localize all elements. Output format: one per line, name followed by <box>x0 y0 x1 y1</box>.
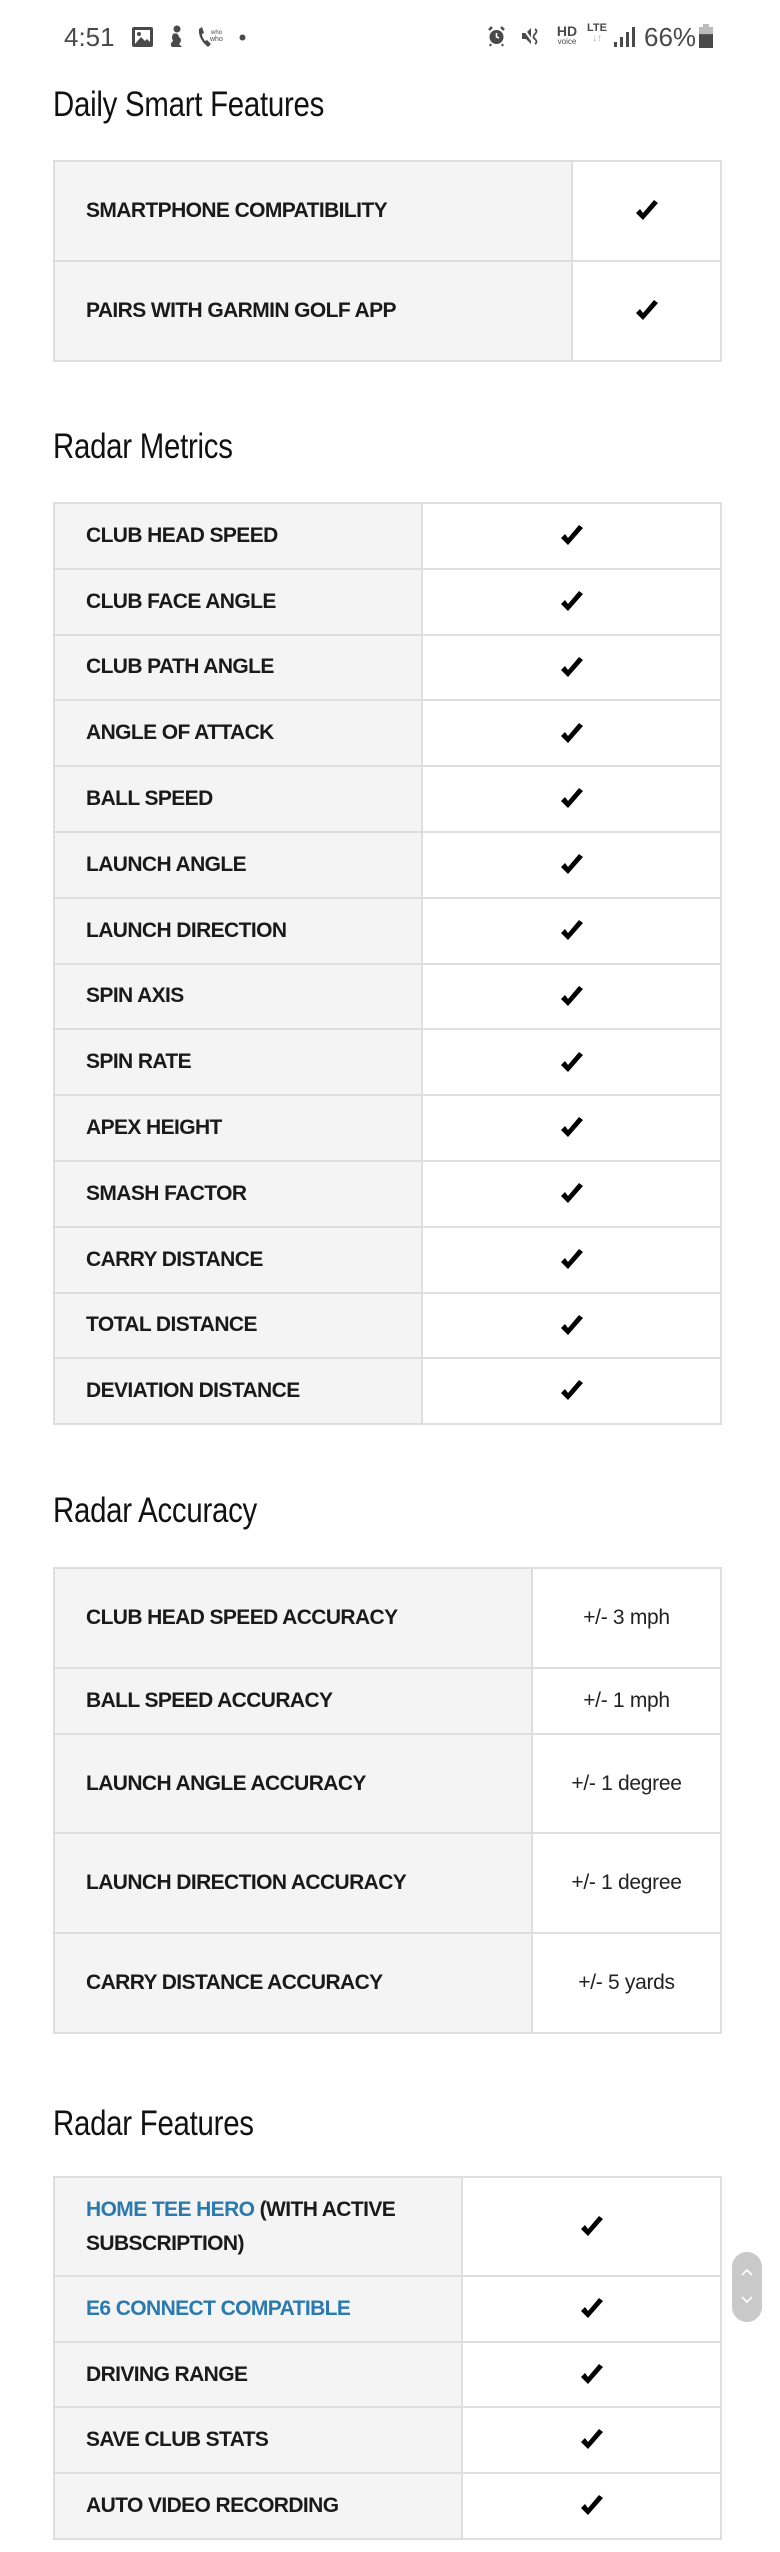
row-value <box>422 635 721 701</box>
row-label <box>54 2177 462 2276</box>
row-value <box>462 2407 721 2473</box>
lte-label: LTE <box>587 22 607 34</box>
table-row <box>54 503 721 569</box>
table-row <box>54 2276 721 2342</box>
scroll-widget[interactable] <box>732 2252 762 2322</box>
check-icon <box>559 985 585 1009</box>
row-label: CLUB FACE ANGLE <box>54 569 422 635</box>
row-label: SMASH FACTOR <box>54 1161 422 1227</box>
check-icon <box>579 2494 605 2518</box>
table-row <box>54 766 721 832</box>
row-label: LAUNCH DIRECTION <box>54 898 422 964</box>
row-value <box>572 261 721 361</box>
table-row <box>54 964 721 1030</box>
table-row <box>54 1227 721 1293</box>
row-value: +/- 1 degree <box>532 1734 721 1833</box>
table-row <box>54 1293 721 1359</box>
mute-icon <box>521 25 541 47</box>
check-icon <box>559 722 585 746</box>
row-label: APEX HEIGHT <box>54 1095 422 1161</box>
row-label: SAVE CLUB STATS <box>54 2407 462 2473</box>
row-value <box>422 832 721 898</box>
section-title-daily-smart-features: Daily Smart Features <box>53 85 325 124</box>
row-label: CARRY DISTANCE <box>54 1227 422 1293</box>
row-label: SPIN AXIS <box>54 964 422 1030</box>
check-icon <box>559 853 585 877</box>
signal-icon <box>614 27 636 47</box>
status-time: 4:51 <box>64 21 115 52</box>
row-label: LAUNCH ANGLE ACCURACY <box>54 1734 532 1833</box>
dot-icon <box>239 34 246 41</box>
row-value <box>462 2276 721 2342</box>
row-value <box>422 1227 721 1293</box>
row-value <box>422 766 721 832</box>
check-icon <box>559 1314 585 1338</box>
check-icon <box>559 1116 585 1140</box>
row-label-text: (WITH ACTIVE SUBSCRIPTION) <box>86 2197 396 2255</box>
home-tee-hero-link[interactable]: HOME TEE HERO <box>86 2197 255 2221</box>
daily-smart-features-table <box>53 160 722 362</box>
hd-label: HD <box>556 23 578 39</box>
check-icon <box>559 1051 585 1075</box>
table-row <box>54 1029 721 1095</box>
section-title-radar-accuracy: Radar Accuracy <box>53 1491 258 1530</box>
check-icon <box>559 787 585 811</box>
row-value <box>422 1029 721 1095</box>
row-label: CLUB PATH ANGLE <box>54 635 422 701</box>
row-value <box>422 964 721 1030</box>
table-row <box>54 2407 721 2473</box>
row-value <box>462 2177 721 2276</box>
chevron-up-icon[interactable] <box>741 2268 753 2276</box>
row-value: +/- 3 mph <box>532 1568 721 1668</box>
check-icon <box>579 2428 605 2452</box>
row-value <box>422 898 721 964</box>
row-label: LAUNCH ANGLE <box>54 832 422 898</box>
table-row <box>54 2342 721 2407</box>
row-value: +/- 1 mph <box>532 1668 721 1734</box>
table-row <box>54 2473 721 2539</box>
lte-icon <box>585 23 609 49</box>
row-label: LAUNCH DIRECTION ACCURACY <box>54 1833 532 1933</box>
row-value <box>462 2342 721 2407</box>
row-value <box>422 1358 721 1424</box>
check-icon <box>579 2297 605 2321</box>
row-label: AUTO VIDEO RECORDING <box>54 2473 462 2539</box>
table-row <box>54 2177 721 2276</box>
check-icon <box>559 1182 585 1206</box>
table-row <box>54 1668 721 1734</box>
check-icon <box>559 524 585 548</box>
row-value: +/- 5 yards <box>532 1933 721 2033</box>
row-value <box>422 1293 721 1359</box>
row-label: BALL SPEED <box>54 766 422 832</box>
table-row <box>54 1734 721 1833</box>
section-title-radar-features: Radar Features <box>53 2104 254 2143</box>
radar-metrics-table <box>53 502 722 1425</box>
alarm-icon <box>488 25 505 47</box>
row-label <box>54 2276 462 2342</box>
radar-features-table <box>53 2176 722 2540</box>
check-icon <box>559 590 585 614</box>
gallery-icon <box>132 27 153 47</box>
table-row <box>54 1095 721 1161</box>
battery-percent: 66% <box>644 21 697 52</box>
row-value <box>572 161 721 261</box>
table-row <box>54 569 721 635</box>
check-icon <box>579 2363 605 2387</box>
check-icon <box>559 1248 585 1272</box>
table-row <box>54 1833 721 1933</box>
row-label: ANGLE OF ATTACK <box>54 700 422 766</box>
section-title-radar-metrics: Radar Metrics <box>53 427 233 466</box>
table-row <box>54 832 721 898</box>
radar-accuracy-table <box>53 1567 722 2034</box>
figure-icon <box>168 25 184 49</box>
row-label: SPIN RATE <box>54 1029 422 1095</box>
row-value <box>462 2473 721 2539</box>
table-row <box>54 1933 721 2033</box>
table-row <box>54 261 721 361</box>
check-icon <box>559 1379 585 1403</box>
table-row <box>54 1568 721 1668</box>
e6-connect-compatible-link[interactable]: E6 CONNECT COMPATIBLE <box>86 2297 351 2320</box>
row-value <box>422 503 721 569</box>
chevron-down-icon[interactable] <box>741 2296 753 2304</box>
row-label: BALL SPEED ACCURACY <box>54 1668 532 1734</box>
table-row <box>54 898 721 964</box>
table-row <box>54 1358 721 1424</box>
svg-text:who: who <box>211 30 223 36</box>
row-label: CLUB HEAD SPEED <box>54 503 422 569</box>
table-row <box>54 635 721 701</box>
row-label: PAIRS WITH GARMIN GOLF APP <box>54 261 572 361</box>
row-value <box>422 569 721 635</box>
hd-voice-icon <box>553 24 581 48</box>
row-label: DRIVING RANGE <box>54 2342 462 2407</box>
voice-label: voice <box>557 37 577 46</box>
row-value <box>422 700 721 766</box>
table-row <box>54 161 721 261</box>
row-label: CLUB HEAD SPEED ACCURACY <box>54 1568 532 1668</box>
check-icon <box>559 656 585 680</box>
row-label: SMARTPHONE COMPATIBILITY <box>54 161 572 261</box>
wifi-call-icon <box>197 25 226 49</box>
row-value: +/- 1 degree <box>532 1833 721 1933</box>
row-label: CARRY DISTANCE ACCURACY <box>54 1933 532 2033</box>
check-icon <box>634 199 660 223</box>
status-bar <box>0 0 780 72</box>
row-label: DEVIATION DISTANCE <box>54 1358 422 1424</box>
check-icon <box>579 2215 605 2239</box>
row-label: TOTAL DISTANCE <box>54 1293 422 1359</box>
table-row <box>54 1161 721 1227</box>
battery-icon <box>699 24 713 48</box>
row-value <box>422 1095 721 1161</box>
table-row <box>54 700 721 766</box>
check-icon <box>559 919 585 943</box>
svg-text:who: who <box>210 36 223 43</box>
check-icon <box>634 299 660 323</box>
data-arrows-icon: ↓↑ <box>592 33 602 44</box>
row-value <box>422 1161 721 1227</box>
